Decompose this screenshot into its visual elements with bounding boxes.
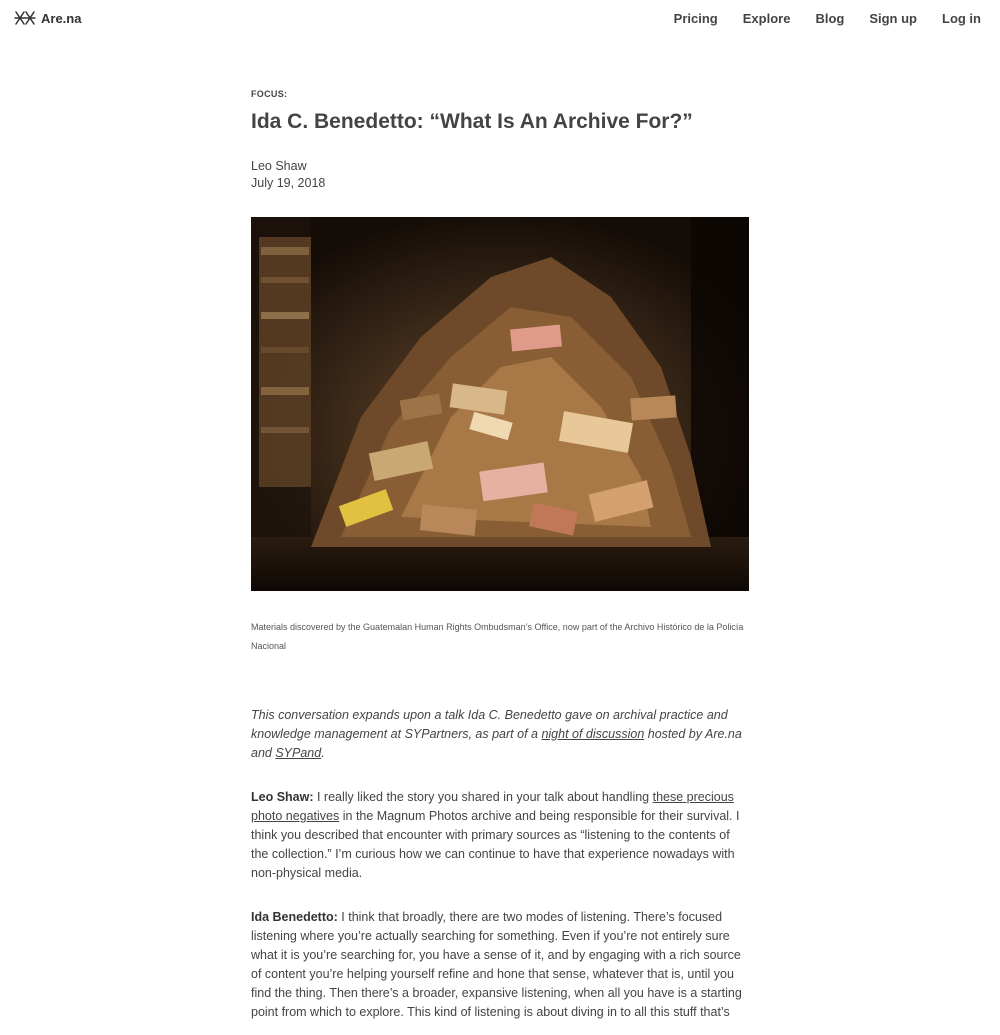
paragraph-leo-shaw xyxy=(251,788,749,883)
paragraph-ida-benedetto xyxy=(251,908,749,1022)
image-caption: Materials discovered by the Guatemalan Human Rights Ombudsman’s Office, now part of the Archivo Histórico de la Policía Nacional xyxy=(251,622,744,651)
nav-link-blog[interactable]: Blog xyxy=(815,11,845,26)
photo-negatives-link[interactable]: these precious photo negatives xyxy=(251,790,734,823)
intro-text: This conversation expands upon a talk Ida C. Benedetto gave on archival practice and knowledge management at SYPartners, as part of a xyxy=(251,708,728,741)
nav-link-log-in[interactable]: Log in xyxy=(942,11,981,26)
intro-text-end: . xyxy=(321,746,325,760)
paragraph-text: I think that broadly, there are two modes of listening. There’s focused listening where you’re actually searching for something. Even if you’re not entirely sure what it is you’re searching for, you have a sense of it, and by engaging with a rich source of content you’re helping yourself refine and hone that sense, whatever that is, until you find the thing. Then there’s a broader, expansive listening, when all you have is a starting point from which to explore. This kind of listening is about diving in to all this stuff that’s xyxy=(251,910,742,1019)
author-name: Leo Shaw xyxy=(251,159,307,173)
nav-link-sign-up[interactable]: Sign up xyxy=(869,11,917,26)
nav-link-explore[interactable]: Explore xyxy=(742,11,791,26)
intro-paragraph xyxy=(251,706,749,763)
paragraph-text-end: in the Magnum Photos archive and being responsible for their survival. I think you described that encounter with primary sources as “listening to the contents of the collection.” I’m curious how we can continue to have that experience nowadays with non-physical media. xyxy=(251,809,740,880)
paragraph-text: I really liked the story you shared in your talk about handling xyxy=(313,790,653,804)
publish-date: July 19, 2018 xyxy=(251,176,326,190)
brand-name: Are.na xyxy=(41,10,82,26)
hero-image xyxy=(251,217,749,591)
article xyxy=(251,88,749,1035)
speaker-name: Ida Benedetto: xyxy=(251,910,338,924)
night-of-discussion-link[interactable]: night of discussion xyxy=(541,727,645,741)
article-kicker: FOCUS: xyxy=(251,89,288,99)
top-nav xyxy=(0,0,1000,36)
article-title: Ida C. Benedetto: “What Is An Archive For?” xyxy=(251,110,693,133)
nav-links xyxy=(649,11,981,26)
sypand-link[interactable]: SYPand xyxy=(275,746,322,760)
speaker-name: Leo Shaw: xyxy=(251,790,314,804)
nav-link-pricing[interactable]: Pricing xyxy=(673,11,718,26)
arena-logo-icon xyxy=(14,10,36,26)
intro-text-middle: hosted by Are.na and xyxy=(251,727,742,760)
brand-logo[interactable] xyxy=(14,10,81,26)
byline xyxy=(251,158,749,192)
